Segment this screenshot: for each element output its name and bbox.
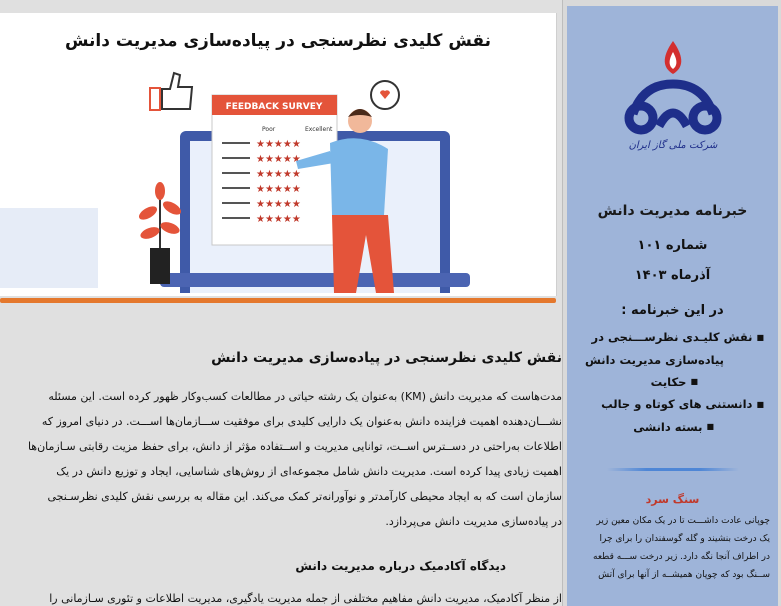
logo-caption: شرکت ملی گاز ایران (628, 140, 718, 151)
paragraph-line: سازمان است که به ایجاد محیطی کارآمدتر و نوآورانه‌تر کمک می‌کند. این مقاله به بررسی نقش کلیدی نظرسـنجی (47, 490, 562, 503)
thumbs-up-icon (150, 73, 192, 110)
paragraph-line: در پیاده‌سازی مدیریت دانش می‌پردازد. (385, 515, 562, 528)
article-paragraph (2, 384, 562, 534)
table-of-contents (574, 326, 764, 438)
newsletter-title: خبرنامه مدیریت دانش (597, 203, 748, 219)
issue-date: آذرماه ۱۴۰۳ (634, 268, 711, 283)
story-line: چوپانی عادت داشـــت تا در یک مکان معین زیر (596, 516, 770, 526)
story-line: یک درخت بنشیند و گله گوسفندان را برای چرا (599, 534, 770, 544)
nigc-logo (603, 36, 743, 156)
article-title: نقش کلیدی نظرسنجی در پیاده‌سازی مدیریت دانش (211, 350, 562, 366)
bullet-icon: ■ (706, 422, 714, 431)
sidebar-divider (607, 468, 739, 471)
heart-chat-icon (371, 81, 399, 109)
orange-divider (0, 298, 556, 303)
feedback-survey-illustration (0, 63, 556, 293)
bullet-icon: ■ (756, 399, 764, 409)
bullet-icon: ■ (756, 332, 764, 342)
paragraph-line: اهمیت زیادی پیدا کرده است. مدیریت دانش شامل مجموعه‌ای از روش‌های شناسایی، ایجاد و توزیع دانش در یک (56, 465, 562, 478)
survey-header-label: FEEDBACK SURVEY (225, 102, 323, 112)
toc-item[interactable]: ■نقش کلیـدی نظرســـنجی در (591, 330, 764, 344)
newsletter-sidebar (567, 6, 778, 606)
story-text (574, 512, 770, 584)
paragraph-line-cut: از منظر آکادمیک، مدیریت دانش مفاهیم مختلفی از جمله مدیریت یادگیری، مدیریت اطلاعات و تئوری سـازمانی را (49, 592, 562, 605)
potted-plant-icon (137, 182, 183, 284)
story-line: ســنگ بود که چوپان همیشــه از آنها برای آتش (598, 570, 770, 580)
svg-text:★★★★★: ★★★★★ (256, 154, 301, 165)
toc-item-continuation[interactable]: پیاده‌سازی مدیریت دانش (585, 352, 724, 367)
toc-item[interactable]: ■حکایت (650, 374, 698, 389)
svg-text:★★★★★: ★★★★★ (256, 139, 301, 150)
article-banner (0, 13, 557, 296)
excellent-label: Excellent (305, 126, 333, 133)
svg-text:★★★★★: ★★★★★ (256, 214, 301, 225)
toc-item[interactable]: ■دانستنی های کوتاه و جالب (601, 397, 764, 411)
story-line: در اطراف آنجا نگه دارد. زیر درخت ســـه قطعه (593, 552, 770, 562)
paragraph-line: اطلاعات به‌راحتی در دســترس اســت، توانایی مدیریت و اســتفاده مؤثر از دانش، برای حفظ مزیت رقابتی سـازمان‌ها (27, 440, 562, 453)
story-title: سنگ سرد (645, 493, 700, 506)
poor-label: Poor (262, 126, 276, 133)
toc-item[interactable]: ■بسته دانشی (633, 419, 714, 434)
in-this-issue-heading: در این خبرنامه : (621, 303, 724, 318)
paragraph-line: مدت‌هاست که مدیریت دانش (KM) به‌عنوان یک رشته حیاتی در مطالعات کسب‌وکار ظهور کرده است. این مسئله (48, 390, 562, 403)
svg-text:★★★★★: ★★★★★ (256, 199, 301, 210)
issue-number: شماره ۱۰۱ (637, 238, 708, 253)
paragraph-line: نشـــان‌دهنده اهمیت فزاینده دانش به‌عنوان یک دارایی کلیدی برای موفقیت ســـازمان‌ها اســـت. در دنیای امروز که (41, 415, 562, 428)
bullet-icon: ■ (690, 377, 698, 386)
section-subheading: دیدگاه آکادمیک درباره مدیریت دانش (295, 559, 506, 573)
svg-text:★★★★★: ★★★★★ (256, 169, 301, 180)
svg-text:★★★★★: ★★★★★ (256, 184, 301, 195)
banner-title: نقش کلیدی نظرسنجی در پیاده‌سازی مدیریت دانش (64, 31, 492, 51)
